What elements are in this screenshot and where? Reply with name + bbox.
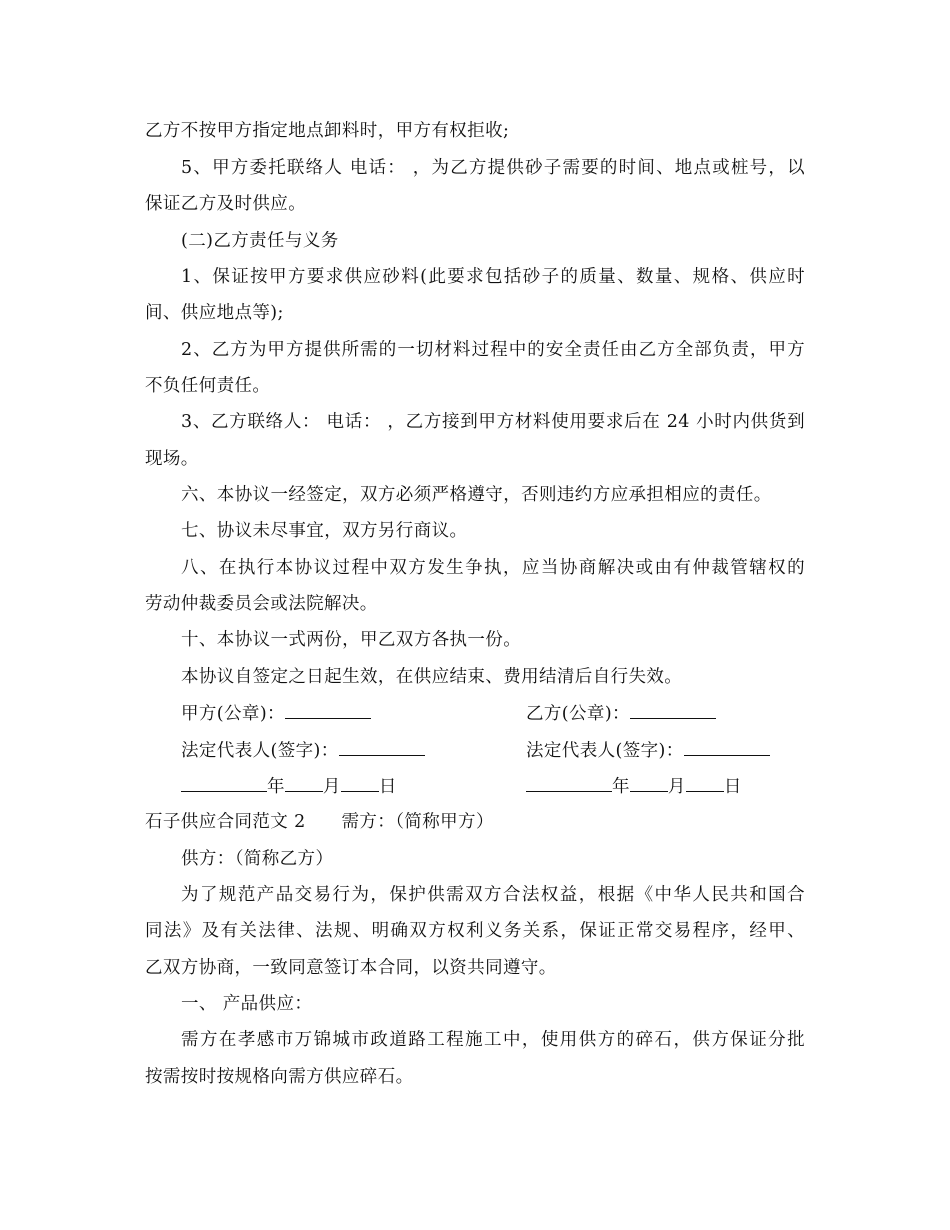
party-b-seal-label: 乙方(公章)： (526, 704, 630, 724)
section-heading: 一、 产品供应： (181, 994, 313, 1014)
paragraph-line: 保证乙方及时供应。 (145, 194, 307, 214)
paragraph-line: 5、甲方委托联络人 电话： ，为乙方提供砂子需要的时间、地点或桩号，以 (181, 158, 805, 178)
month-label: 月 (322, 777, 341, 797)
year-blank (181, 774, 267, 792)
paragraph-line: 按需按时按规格向需方供应碎石。 (145, 1067, 414, 1087)
paragraph-line: 3、乙方联络人： 电话： ，乙方接到甲方材料使用要求后在 24 小时内供货到 (181, 412, 805, 432)
party-b-rep-label: 法定代表人(签字)： (526, 741, 684, 761)
paragraph-line: 2、乙方为甲方提供所需的一切材料过程中的安全责任由乙方全部负责，甲方 (181, 340, 805, 360)
day-label: 日 (378, 777, 397, 797)
paragraph-line: 六、本协议一经签定，双方必须严格遵守，否则违约方应承担相应的责任。 (181, 485, 772, 505)
month-label: 月 (667, 777, 686, 797)
paragraph-line: 乙双方协商，一致同意签订本合同，以资共同遵守。 (145, 958, 557, 978)
paragraph-line: 为了规范产品交易行为，保护供需双方合法权益，根据《中华人民共和国合 (181, 885, 805, 905)
party-b-rep-blank (684, 738, 770, 756)
month-blank (285, 774, 323, 792)
party-a-date-line (181, 774, 397, 799)
day-blank (686, 774, 724, 792)
party-a-seal-label: 甲方(公章)： (181, 704, 285, 724)
party-a-seal-line (181, 701, 371, 726)
paragraph-line: 间、供应地点等); (145, 303, 284, 323)
party-b-seal-line (526, 701, 716, 726)
paragraph-line: 同法》及有关法律、法规、明确双方权利义务关系，保证正常交易程序，经甲、 (145, 921, 805, 941)
party-b-seal-blank (630, 701, 716, 719)
paragraph-line: 劳动仲裁委员会或法院解决。 (145, 594, 378, 614)
day-label: 日 (723, 777, 742, 797)
section-heading: (二)乙方责任与义务 (181, 231, 339, 251)
party-a-seal-blank (285, 701, 371, 719)
paragraph-line: 八、在执行本协议过程中双方发生争执，应当协商解决或由有仲裁管辖权的 (181, 558, 805, 578)
party-b-rep-line (526, 738, 770, 763)
paragraph-line: 需方在孝感市万锦城市政道路工程施工中，使用供方的碎石，供方保证分批 (181, 1030, 805, 1050)
year-label: 年 (612, 777, 630, 797)
paragraph-line: 供方：（简称乙方） (181, 849, 334, 869)
paragraph-line: 不负任何责任。 (145, 376, 271, 396)
paragraph-line: 十、本协议一式两份，甲乙双方各执一份。 (181, 630, 522, 650)
paragraph-line: 本协议自签定之日起生效，在供应结束、费用结清后自行失效。 (181, 667, 683, 687)
day-blank (341, 774, 379, 792)
document-title: 石子供应合同范文 2 需方：（简称甲方） (145, 812, 494, 832)
paragraph-line: 1、保证按甲方要求供应砂料(此要求包括砂子的质量、数量、规格、供应时 (181, 267, 805, 287)
party-a-rep-blank (339, 738, 425, 756)
month-blank (630, 774, 668, 792)
party-a-rep-label: 法定代表人(签字)： (181, 741, 339, 761)
paragraph-line: 现场。 (145, 449, 199, 469)
year-blank (526, 774, 612, 792)
party-a-rep-line (181, 738, 425, 763)
party-b-date-line (526, 774, 742, 799)
paragraph-line: 七、协议未尽事宜，双方另行商议。 (181, 521, 468, 541)
paragraph-line: 乙方不按甲方指定地点卸料时，甲方有权拒收; (145, 121, 510, 141)
year-label: 年 (267, 777, 285, 797)
